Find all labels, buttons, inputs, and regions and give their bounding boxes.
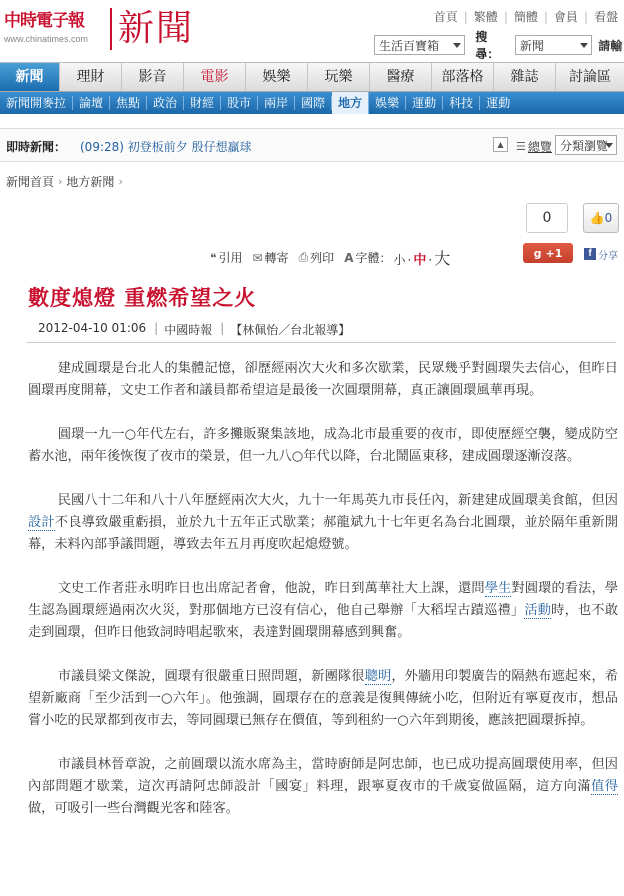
site-logo[interactable] (4, 6, 104, 50)
ticker-prev-icon[interactable]: ▲ (493, 137, 508, 152)
breadcrumb-home[interactable]: 新聞首頁 (6, 175, 55, 189)
article-date: 2012-04-10 01:06 (38, 321, 147, 335)
article-paragraph (28, 754, 618, 820)
article-toolbar (210, 246, 460, 269)
forward-button[interactable] (252, 249, 288, 266)
like-count: 0 (604, 211, 613, 225)
channel-select-value: 生活百寶箱 (379, 38, 440, 53)
forward-label: 轉寄 (264, 251, 289, 265)
nav-movies[interactable]: 電影 (184, 63, 246, 91)
category-browse-value: 分類瀏覽 (560, 138, 609, 153)
search-label: 搜尋： (475, 30, 500, 61)
nav-entertainment[interactable]: 娛樂 (246, 63, 308, 91)
font-icon: A (344, 250, 354, 265)
top-link-simplified[interactable]: 簡體 (513, 10, 538, 24)
subnav-economy[interactable]: 財經 (184, 96, 221, 110)
nav-finance[interactable]: 理財 (60, 63, 122, 91)
section-title: 新聞 (118, 8, 195, 49)
divider: | (543, 9, 548, 24)
subnav-sports-2[interactable]: 運動 (486, 96, 511, 110)
paragraph-text: 時，也不敢走到圓環，但昨日他致詞時唱起歌來，表達對圓環開幕感到興奮。 (28, 603, 619, 640)
cite-button[interactable] (210, 249, 242, 266)
top-links (434, 8, 618, 25)
google-plus-label: +1 (545, 246, 563, 260)
article-paragraph (28, 424, 618, 468)
ticker-arrows (493, 137, 508, 152)
breaking-news-ticker (0, 128, 624, 162)
subnav-international[interactable]: 國際 (295, 96, 332, 110)
divider: · (407, 253, 412, 267)
list-icon: ☰ (516, 140, 526, 153)
divider: | (583, 9, 588, 24)
top-link-stocks[interactable]: 看盤 (593, 10, 618, 24)
paragraph-text: 建成圓環是台北人的集體記憶，卻歷經兩次大火和多次歇業，民眾幾乎對圓環失去信心，但昨日圓環再度開幕，文史工作者和議員都希望這是最後一次圓環開幕，真正讓圓環風華再現。 (28, 361, 618, 398)
chevron-down-icon (580, 43, 588, 48)
font-small-button[interactable]: 小 (393, 253, 406, 267)
thumbs-up-icon: 👍 (589, 211, 605, 225)
font-size-options (394, 246, 451, 269)
paragraph-text: 做，可吸引一些台灣觀光客和陸客。 (28, 801, 239, 816)
subnav-politics[interactable]: 政治 (147, 96, 184, 110)
search-input[interactable]: 請輸 (598, 38, 623, 53)
paragraph-text: 對圓環的看法，學生認為圓環經過兩次火災，對那個地方已沒有信心，他自己舉辦「大稻埕古蹟巡禮」 (28, 581, 619, 618)
font-size-label: 字體： (355, 251, 392, 265)
keyword-link[interactable]: 學生 (484, 581, 512, 596)
nav-blog[interactable]: 部落格 (432, 63, 494, 91)
top-link-home[interactable]: 首頁 (433, 10, 458, 24)
paragraph-text: ，外牆用印製廣告的隔熱布遮起來，希望新廠商「至少活到一○六年」。他強調，圓環存在的意義是復興傳統小吃，但附近有寧夏夜市，想品嘗小吃的民眾都到夜市去，等同圓環已無存在價值，等到租約一○六年到期後，應該把圓環拆掉。 (28, 669, 619, 728)
article-source: 中國時報 (164, 323, 213, 337)
nav-video[interactable]: 影音 (122, 63, 184, 91)
keyword-link[interactable]: 值得 (591, 779, 618, 794)
subnav-stocks[interactable]: 股市 (221, 96, 258, 110)
paragraph-text: 市議員林晉章說，之前圓環以流水席為主，當時廚師是阿忠師，也已成功提高圓環使用率，但因內部問題才歇業，這次再請阿忠師設計「國宴」料理，跟寧夏夜市的千歲宴做區隔，這方向滿 (28, 757, 618, 794)
search-scope-value: 新聞 (519, 38, 544, 53)
top-link-traditional[interactable]: 繁體 (473, 10, 498, 24)
article-paragraph (28, 490, 618, 556)
article-title: 數度熄燈 重燃希望之火 (28, 286, 257, 310)
paragraph-text: 市議員梁文傑說，圓環有很嚴重日照問題，新團隊很 (57, 669, 365, 684)
subnav-entertainment[interactable]: 娛樂 (369, 96, 406, 110)
site-header (0, 0, 624, 60)
logo-url: www.chinatimes.com (4, 34, 89, 44)
print-button[interactable] (299, 249, 335, 266)
article-paragraph (28, 666, 618, 732)
chevron-right-icon: › (118, 175, 123, 188)
print-label: 列印 (310, 251, 335, 265)
nav-medical[interactable]: 醫療 (370, 63, 432, 91)
font-medium-button[interactable]: 中 (413, 253, 427, 268)
chevron-down-icon (453, 43, 461, 48)
paragraph-text: 圓環一九一○年代左右，許多攤販聚集該地，成為北市最重要的夜市，即使歷經空襲，變成防空蓄水池，兩年後恢復了夜市的榮景，但一九八○年代以降，台北鬧區東移，建成圓環逐漸沒落。 (28, 427, 618, 464)
ticker-overview-label: 總覽 (527, 140, 552, 154)
divider: | (463, 9, 468, 24)
subnav-news-camera[interactable]: 新聞開麥拉 (0, 96, 73, 110)
article-paragraph (28, 358, 618, 402)
like-button[interactable] (583, 203, 619, 233)
cite-label: 引用 (218, 251, 243, 265)
chevron-right-icon: › (58, 175, 63, 188)
category-browse-select[interactable] (555, 135, 617, 155)
keyword-link[interactable]: 設計 (28, 515, 55, 530)
divider: | (220, 321, 225, 335)
facebook-share-button[interactable] (584, 245, 619, 263)
google-plus-icon: g (533, 246, 542, 260)
nav-magazine[interactable]: 雜誌 (494, 63, 556, 91)
printer-icon: ⎙ (298, 250, 309, 264)
search-scope-select[interactable] (515, 35, 592, 55)
subnav-cross-strait[interactable]: 兩岸 (258, 96, 295, 110)
nav-leisure[interactable]: 玩樂 (308, 63, 370, 91)
article-author: 【林佩怡／台北報導】 (230, 323, 351, 337)
nav-news[interactable]: 新聞 (0, 63, 60, 91)
breadcrumb-local-news[interactable]: 地方新聞 (66, 175, 115, 189)
facebook-share-label: 分享 (598, 250, 618, 262)
breadcrumb (6, 173, 127, 190)
top-link-member[interactable]: 會員 (553, 10, 578, 24)
divider (26, 342, 616, 343)
subnav-sports[interactable]: 運動 (406, 96, 443, 110)
keyword-link[interactable]: 活動 (524, 603, 552, 618)
google-plus-button[interactable] (523, 243, 573, 263)
divider: · (428, 253, 433, 267)
ticker-headline[interactable]: (09:28) 初登板前夕 殷仔想贏球 (80, 140, 252, 154)
search-bar (374, 30, 624, 61)
channel-select[interactable] (374, 35, 465, 55)
quote-icon: ❝ (210, 250, 217, 265)
subnav-focus[interactable]: 焦點 (110, 96, 147, 110)
ticker-label: 即時新聞： (6, 140, 67, 154)
chevron-down-icon (605, 143, 613, 148)
paragraph-text: 文史工作者莊永明昨日也出席記者會，他說，昨日到萬華社大上課，還問 (57, 581, 485, 596)
font-large-button[interactable]: 大 (434, 249, 451, 268)
subnav-forum[interactable]: 論壇 (73, 96, 110, 110)
logo-divider (110, 8, 112, 50)
logo-text: 中時電子報 (4, 11, 84, 31)
share-count: 0 (526, 203, 568, 233)
subnav-local[interactable]: 地方 (332, 92, 369, 114)
paragraph-text: 民國八十二年和八十八年歷經兩次大火，九十一年馬英九市長任內，新建建成圓環美食館，但因 (57, 493, 618, 508)
article-meta (38, 321, 358, 338)
article-paragraph (28, 578, 618, 644)
main-nav (0, 62, 624, 92)
subnav-tech[interactable]: 科技 (443, 96, 480, 110)
divider: | (503, 9, 508, 24)
article-body (28, 358, 618, 842)
nav-forum[interactable]: 討論區 (569, 69, 611, 85)
mail-icon: ✉ (252, 250, 263, 265)
divider: | (154, 321, 159, 335)
ticker-overview-link[interactable] (516, 138, 552, 155)
sub-nav (0, 92, 624, 114)
paragraph-text: 不良導致嚴重虧損，並於九十五年正式歇業；郝龍斌九十七年更名為台北圓環，並於隔年重新開幕，未料內部爭議問題，導致去年五月再度吹起熄燈號。 (28, 515, 619, 552)
font-size-control (344, 246, 450, 269)
facebook-icon: f (584, 248, 596, 260)
keyword-link[interactable]: 聰明 (364, 669, 392, 684)
